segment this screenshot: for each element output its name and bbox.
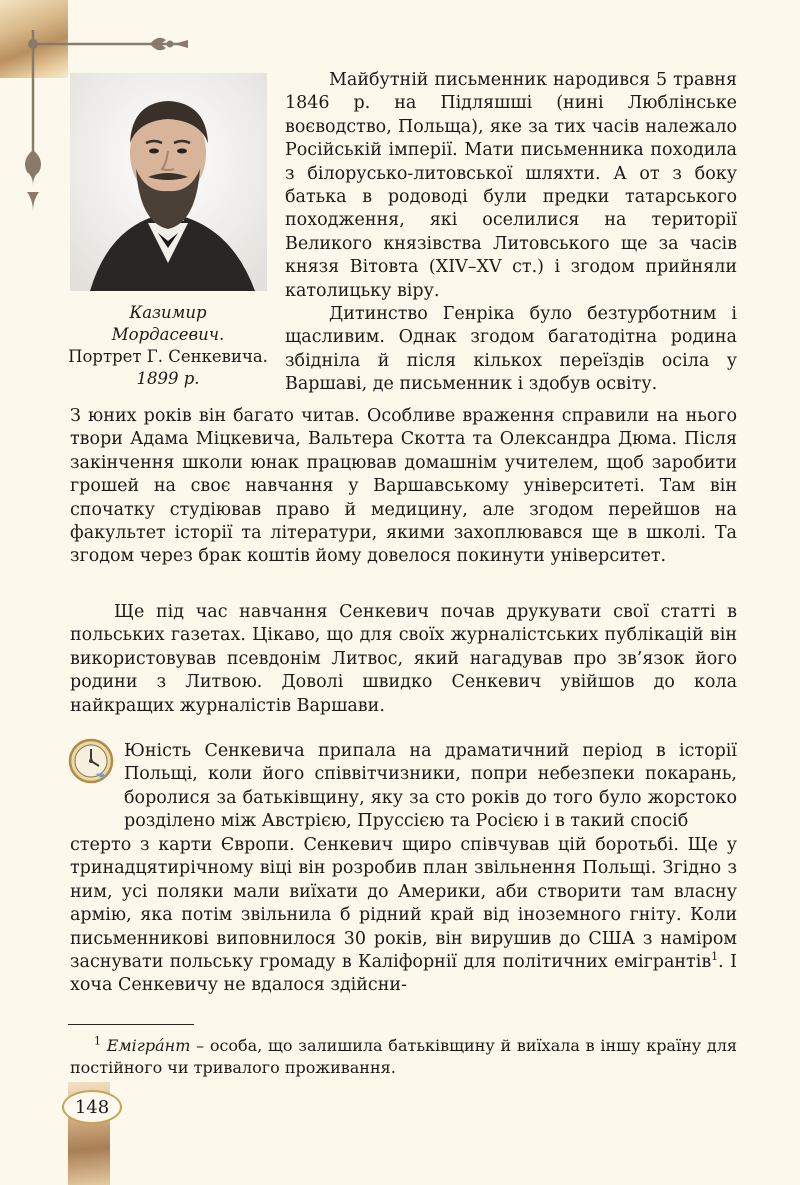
paragraph-4-rest-block <box>70 834 737 998</box>
caption-year: 1899 р. <box>136 369 200 388</box>
footnote-definition: – особа, що залишила батьківщину й виїхала в іншу країну для постійного чи тривалого проживання. <box>70 1036 737 1077</box>
page-number <box>62 1090 122 1124</box>
footnote <box>70 1035 737 1079</box>
page-number-text: 148 <box>74 1096 110 1118</box>
paragraph-4-main: стерто з карти Європи. Сенкевич щиро співчував цій боротьбі. Ще у тринадцятирічному віці він розробив план звільнення Польщі. Згідно з ним, усі поляки мали виїхати до Америки, аби створити там власну армію, яка потім звільнила б рідний край від іноземного гніту. Коли письменникові виповнилося 30 років, він вирушив до США з наміром заснувати польську громаду в Каліфорнії для політичних емігрантів <box>70 835 737 973</box>
footnote-term: Емігрáнт <box>106 1036 191 1055</box>
paragraph-3: Ще під час навчання Сенкевич почав друкувати свої статті в польських газетах. Цікаво, що для своїх журналістських публікацій він використовував псевдонім Литвос, який нагадував про зв’язок його родини з Литвою. Доволі швидко Сенкевич увійшов до кола найкращих журналістів Варшави. <box>70 602 737 716</box>
caption-name-line2: Мордасевич. <box>111 325 225 344</box>
paragraph-4-start-block <box>124 740 737 834</box>
caption-name-line1: Казимир <box>129 303 207 322</box>
caption-title: Портрет Г. Сенкевича. <box>68 347 268 366</box>
paragraph-2-start: Дитинство Генріка було безтурботним і щасливим. Однак згодом багатодітна родина збідніла й після кількох переїздів осіла у Варшаві, де письменник і здобув освіту. <box>285 304 737 395</box>
full-width-text <box>70 405 737 569</box>
paragraph-2-rest: З юних років він багато читав. Особливе враження справили на нього твори Адама Міцкевича, Вальтера Скотта та Олександра Дюма. Після закінчення школи юнак працював домашнім учителем, щоб заробити грошей на своє навчання у Варшавському університеті. Там він спочатку студіював право й медицину, але згодом перейшов на факультет історії та літератури, якими захоплювався ще в школі. Та згодом через брак коштів йому довелося покинути університет. <box>70 406 737 567</box>
footnote-reference[interactable]: 1 <box>711 950 719 964</box>
paragraph-3-block <box>70 601 737 718</box>
portrait-image <box>70 73 267 291</box>
paragraph-4-rest <box>70 834 737 998</box>
paragraph-1: Майбутній письменник народився 5 травня 1846 р. на Підляшші (нині Люблінське воєводство, Польща), яке за тих часів належало Російській імперії. Мати письменника походила з білорусько-литовської шляхти. А от з боку батька в родоводі були предки татарського походження, які оселилися на території Великого князівства Литовського ще за часів князя Вітовта (XIV–XV ст.) і згодом прийняли католицьку віру. <box>285 70 737 301</box>
footnote-mark: 1 <box>94 1034 101 1048</box>
paragraph-4-start: Юність Сенкевича припала на драматичний період в історії Польщі, коли його співвітчизники, попри небезпеки покарань, боролися за батьківщину, яку за сто років до того було жорстоко розділено між Австрією, Пруссією та Росією і в такий спосіб <box>124 741 737 832</box>
paragraph-4-end: . І хоча Сенкевичу не вдалося здійсни- <box>70 952 737 996</box>
footnote-divider <box>68 1024 194 1025</box>
column-text <box>285 69 737 397</box>
portrait-caption <box>66 302 270 390</box>
clock-icon <box>68 738 114 784</box>
